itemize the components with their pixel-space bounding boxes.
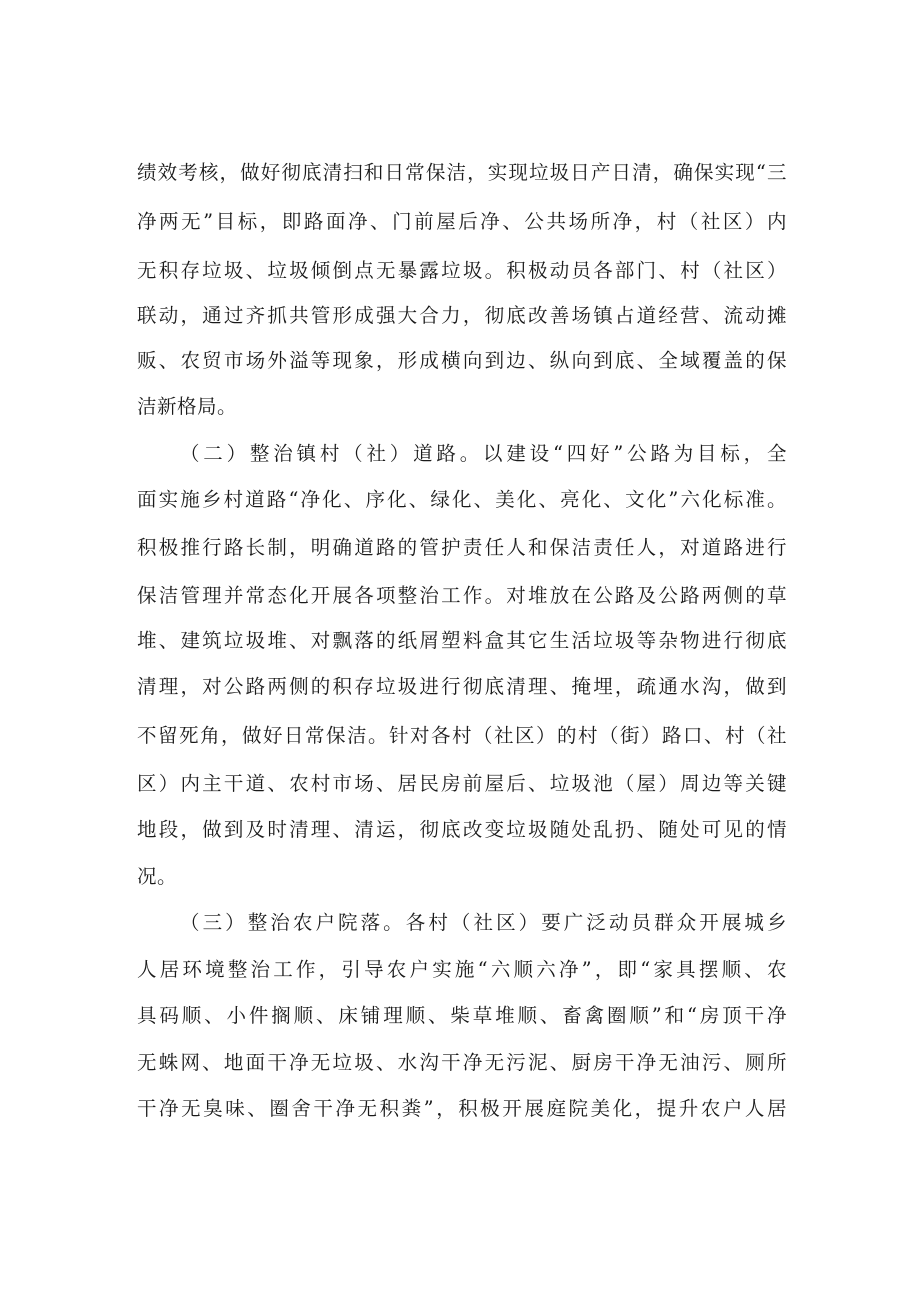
section-heading-line: （三）整治农户院落。各村（社区）要广泛动员群众开展城乡 (180, 911, 787, 934)
paragraph-line: 贩、农贸市场外溢等现象，形成横向到边、纵向到底、全域覆盖的保 (137, 349, 787, 372)
paragraph-line: 无蛛网、地面干净无垃圾、水沟干净无污泥、厨房干净无油污、厕所 (137, 1051, 787, 1074)
paragraph-line: 地段，做到及时清理、清运，彻底改变垃圾随处乱扔、随处可见的情 (137, 818, 787, 841)
paragraph-line: 联动，通过齐抓共管形成强大合力，彻底改善场镇占道经营、流动摊 (137, 304, 787, 327)
paragraph-line: 洁新格局。 (137, 395, 238, 418)
paragraph-line: 具码顺、小件搁顺、床铺理顺、柴草堆顺、畜禽圈顺”和“房顶干净 (137, 1004, 787, 1027)
paragraph-line: 清理，对公路两侧的积存垃圾进行彻底清理、掩埋，疏通水沟，做到 (137, 675, 787, 698)
section-heading-line: （二）整治镇村（社）道路。以建设“四好”公路为目标，全 (180, 442, 787, 465)
paragraph-line: 堆、建筑垃圾堆、对飘落的纸屑塑料盒其它生活垃圾等杂物进行彻底 (137, 629, 787, 652)
paragraph-line: 况。 (137, 865, 178, 888)
paragraph-line: 保洁管理并常态化开展各项整治工作。对堆放在公路及公路两侧的草 (137, 584, 787, 607)
paragraph-line: 区）内主干道、农村市场、居民房前屋后、垃圾池（屋）周边等关键 (137, 772, 787, 795)
paragraph-line: 无积存垃圾、垃圾倾倒点无暴露垃圾。积极动员各部门、村（社区） (137, 259, 787, 282)
paragraph-line: 净两无”目标，即路面净、门前屋后净、公共场所净，村（社区）内 (137, 210, 787, 233)
paragraph-line: 干净无臭味、圈舍干净无积粪”，积极开展庭院美化，提升农户人居 (137, 1097, 787, 1120)
paragraph-line: 积极推行路长制，明确道路的管护责任人和保洁责任人，对道路进行 (137, 536, 787, 559)
paragraph-line: 不留死角，做好日常保洁。针对各村（社区）的村（街）路口、村（社 (137, 724, 787, 747)
paragraph-line: 绩效考核，做好彻底清扫和日常保洁，实现垃圾日产日清，确保实现“三 (137, 161, 787, 184)
paragraph-line: 人居环境整治工作，引导农户实施“六顺六净”，即“家具摆顺、农 (137, 958, 787, 981)
paragraph-line: 面实施乡村道路“净化、序化、绿化、美化、亮化、文化”六化标准。 (137, 488, 787, 511)
